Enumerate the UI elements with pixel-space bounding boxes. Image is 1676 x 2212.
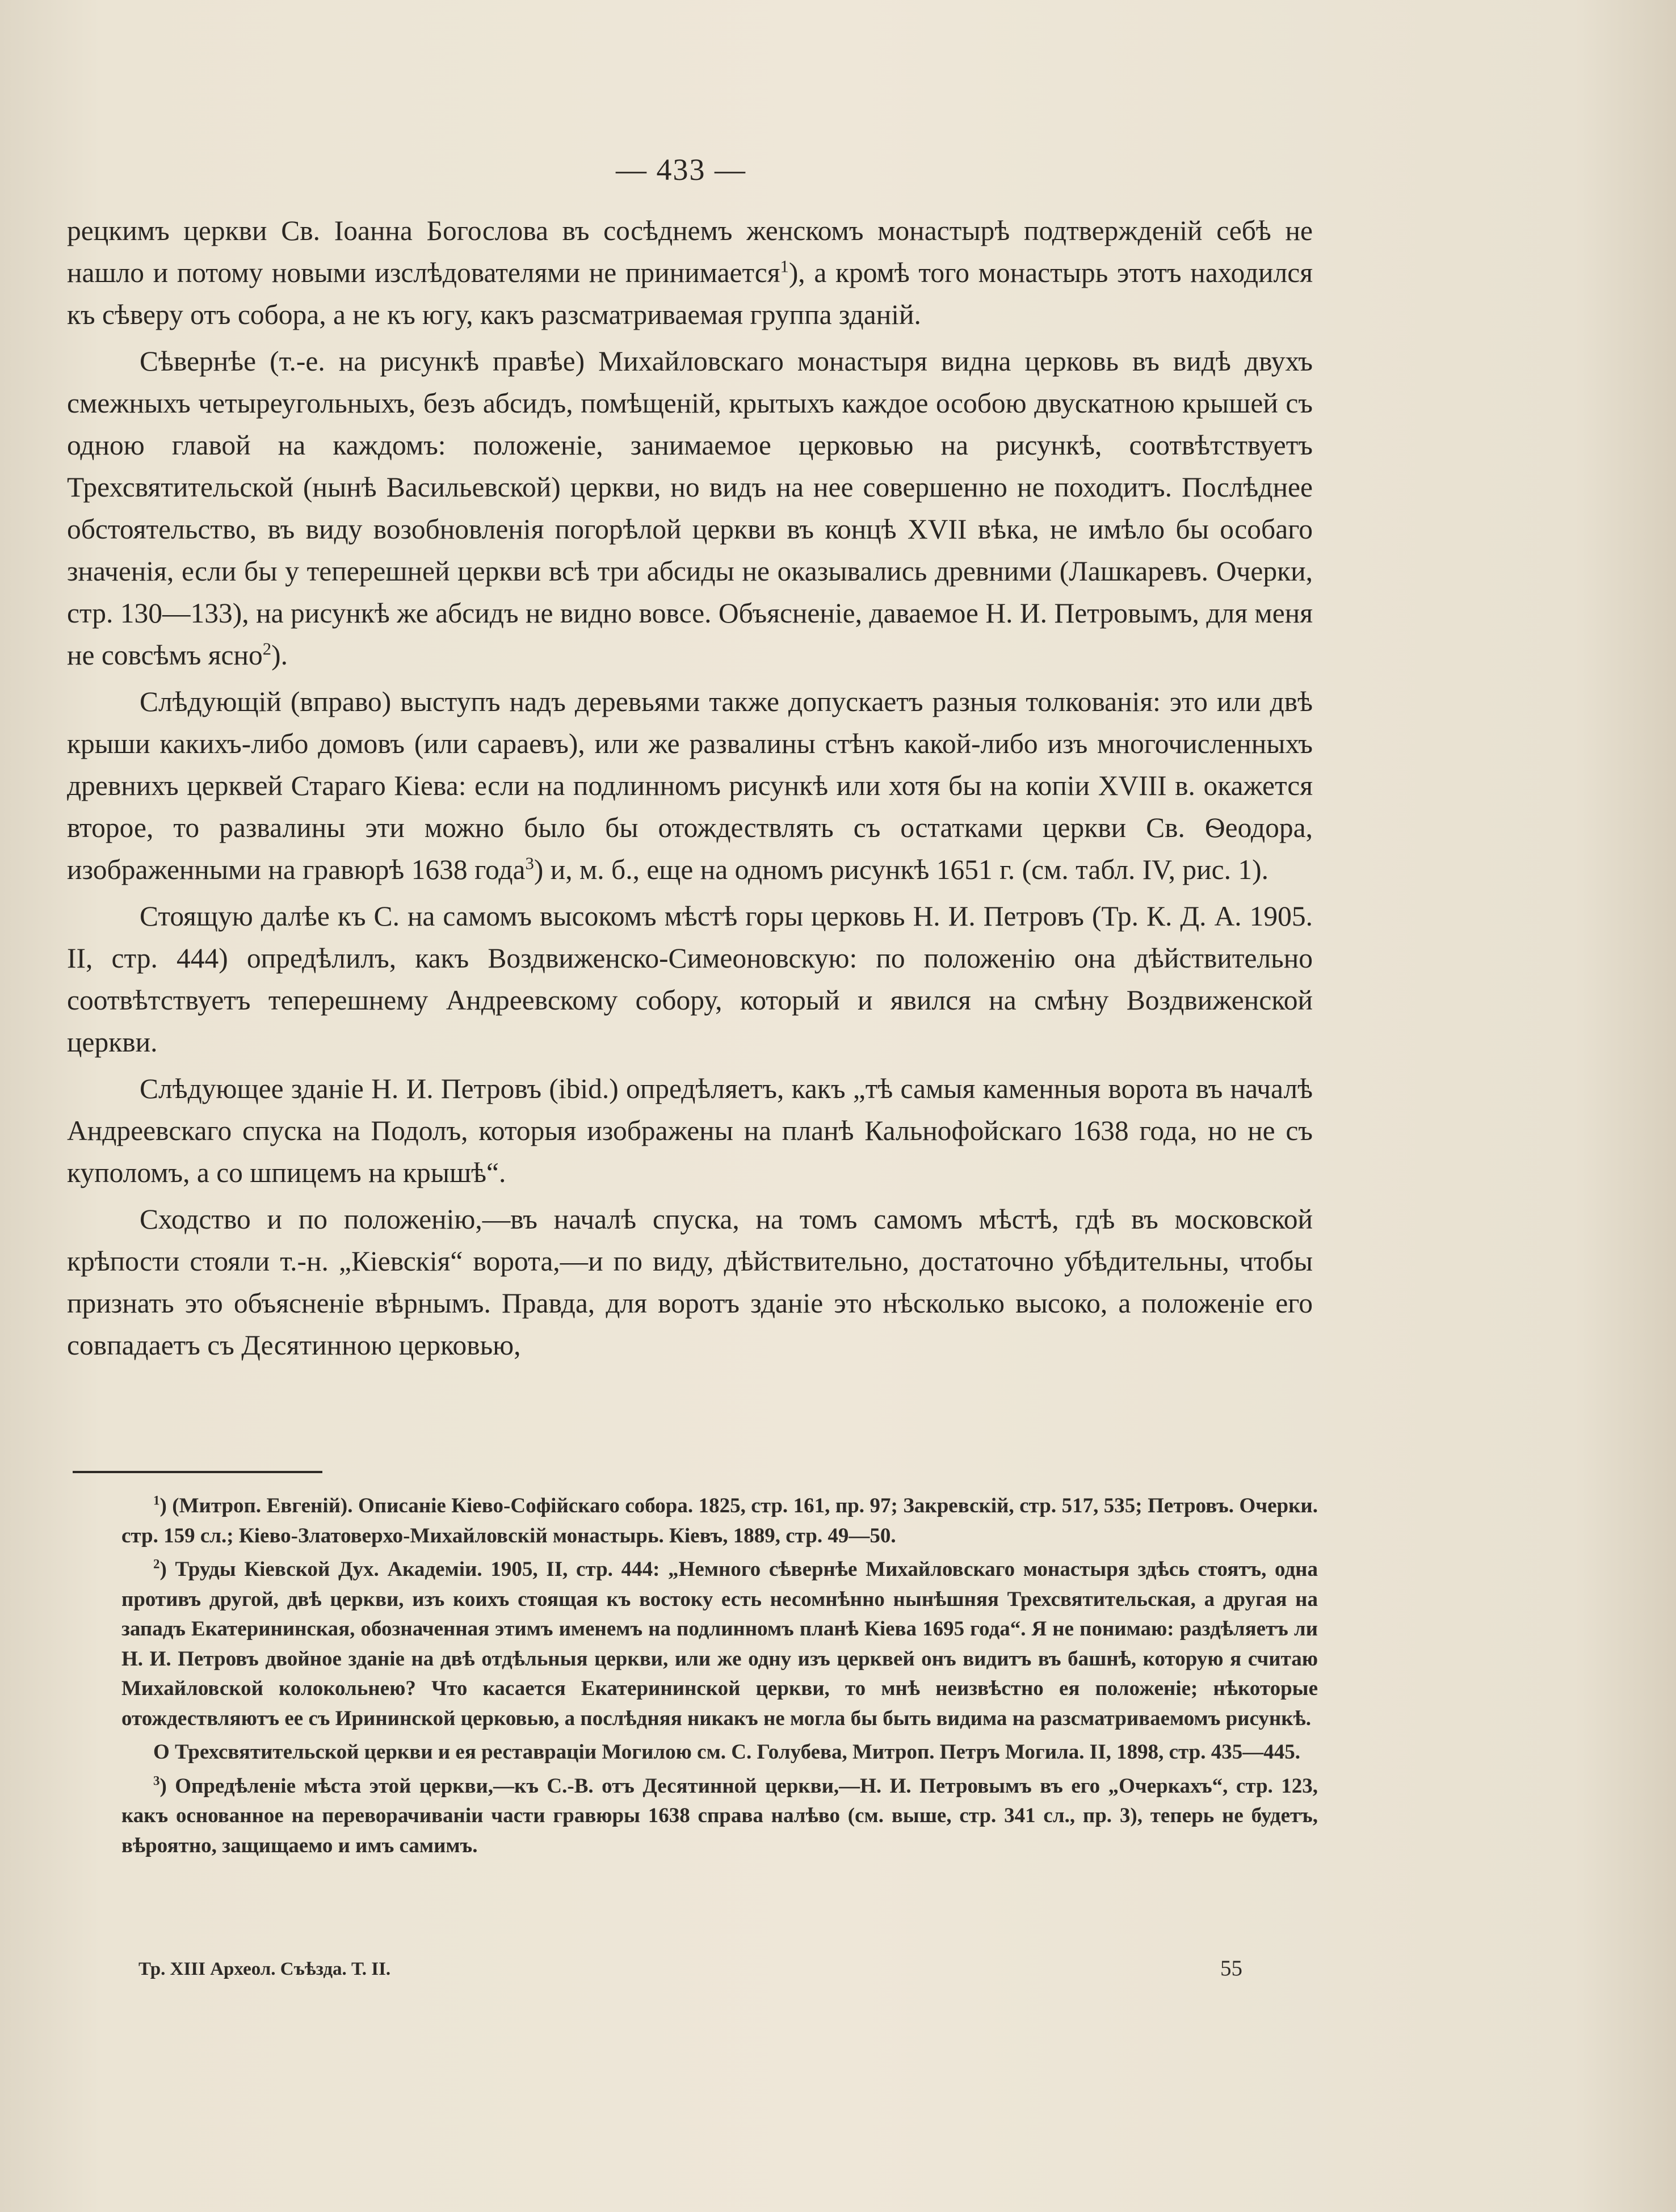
footnote-ref-1: 1: [780, 256, 789, 276]
paragraph-4: Стоящую далѣе къ С. на самомъ высокомъ мѣстѣ горы церковь Н. И. Петровъ (Тр. К. Д. А. 1905. II, стр. 444) опредѣлилъ, какъ Воздвиженско-Симеоновскую: по положенію она дѣйствительно соотвѣтствуетъ теперешнему Андреевскому собору, который и явился на смѣну Воздвиженской церкви.: [67, 901, 1313, 1058]
body-text: [67, 210, 1313, 1371]
footnote-ref-3: 3: [525, 853, 534, 873]
paragraph-1: рецкимъ церкви Св. Іоанна Богослова въ сосѣднемъ женскомъ монастырѣ подтвержденій себѣ не нашло и потому новыми изслѣдователями не принимается$^1$), а кромѣ того монастырь этотъ находился къ сѣверу отъ собора, а не къ югу, какъ разсматриваемая группа зданій.: [67, 215, 1313, 330]
footnote-2: $^2$) Труды Кіевской Дух. Академіи. 1905, II, стр. 444: „Немного сѣвернѣе Михайловскаго монастыря здѣсь стоятъ, одна противъ другой, двѣ церкви, изъ коихъ стоящая къ востоку есть несомнѣнно нынѣшняя Трехсвятительская, а другая на западъ Екатерининская, обозначенная этимъ именемъ на подлинномъ планѣ Кіева 1695 года“. Я не понимаю: раздѣляетъ ли Н. И. Петровъ двойное зданіе на двѣ отдѣльныя церкви, или же одну изъ церквей онъ видитъ въ башнѣ, которую я считаю Михайловской колокольнею? Что касается Екатерининской церкви, то мнѣ неизвѣстно ея положеніе; нѣкоторые отождествляютъ ее съ Ирининской церковью, а послѣдняя никакъ не могла бы быть видима на разсматриваемомъ рисункѣ.: [121, 1557, 1318, 1730]
footnotes: [121, 1491, 1318, 1865]
footnote-divider: [73, 1471, 322, 1473]
signature-line: Тр. XIII Археол. Съѣзда. Т. II.: [138, 1959, 391, 1979]
paragraph-5: Слѣдующее зданіе Н. И. Петровъ (ibid.) опредѣляетъ, какъ „тѣ самыя каменныя ворота въ началѣ Андреевскаго спуска на Подолъ, которыя изображены на планѣ Кальнофойскаго 1638 года, но не съ куполомъ, а со шпицемъ на крышѣ“.: [67, 1073, 1313, 1188]
page-number: — 433 —: [616, 153, 746, 187]
paragraph-3: Слѣдующій (вправо) выступъ надъ деревьями также допускаетъ разныя толкованія: это или двѣ крыши какихъ-либо домовъ (или сараевъ), или же развалины стѣнъ какой-либо изъ многочисленныхъ древнихъ церквей Стараго Кіева: если на подлинномъ рисункѣ или хотя бы на копіи XVIII в. окажется второе, то развалины эти можно было бы отождествлять съ остатками церкви Св. Ѳеодора, изображенными на гравюрѣ 1638 года$^3$) и, м. б., еще на одномъ рисункѣ 1651 г. (см. табл. IV, рис. 1).: [67, 686, 1313, 885]
footnote-3: $^3$) Опредѣленіе мѣста этой церкви,—къ С.-В. отъ Десятинной церкви,—Н. И. Петровымъ въ его „Очеркахъ“, стр. 123, какъ основанное на переворачиваніи части гравюры 1638 справа налѣво (см. выше, стр. 341 сл., пр. 3), теперь не будетъ, вѣроятно, защищаемо и имъ самимъ.: [121, 1773, 1318, 1857]
footnote-ref-2: 2: [262, 639, 272, 659]
footnote-1: $^1$) (Митроп. Евгеній). Описаніе Кіево-Софійскаго собора. 1825, стр. 161, пр. 97; Закревскій, стр. 517, 535; Петровъ. Очерки. стр. 159 сл.; Кіево-Златоверхо-Михайловскій монастырь. Кіевъ, 1889, стр. 49—50.: [121, 1493, 1318, 1547]
signature-number: 55: [1220, 1956, 1242, 1980]
paragraph-6: Сходство и по положенію,—въ началѣ спуска, на томъ самомъ мѣстѣ, гдѣ въ московской крѣпости стояли т.-н. „Кіевскія“ ворота,—и по виду, дѣйствительно, достаточно убѣдительны, чтобы признать это объясненіе вѣрнымъ. Правда, для воротъ зданіе это нѣсколько высоко, а положеніе его совпадаетъ съ Десятинною церковью,: [67, 1204, 1313, 1361]
paragraph-2: Сѣвернѣе (т.-е. на рисункѣ правѣе) Михайловскаго монастыря видна церковь въ видѣ двухъ смежныхъ четыреугольныхъ, безъ абсидъ, помѣщеній, крытыхъ каждое особою двускатною крышей съ одною главой на каждомъ: положеніе, занимаемое церковью на рисункѣ, соотвѣтствуетъ Трехсвятительской (нынѣ Васильевской) церкви, но видъ на нее совершенно не походитъ. Послѣднее обстоятельство, въ виду возобновленія погорѣлой церкви въ концѣ XVII вѣка, не имѣло бы особаго значенія, если бы у теперешней церкви всѣ три абсиды не оказывались древними (Лашкаревъ. Очерки, стр. 130—133), на рисункѣ же абсидъ не видно вовсе. Объясненіе, даваемое Н. И. Петровымъ, для меня не совсѣмъ ясно$^2$).: [67, 346, 1313, 671]
footnote-2-continued: О Трехсвятительской церкви и ея реставраціи Могилою см. С. Голубева, Митроп. Петръ Могила. II, 1898, стр. 435—445.: [153, 1740, 1300, 1764]
